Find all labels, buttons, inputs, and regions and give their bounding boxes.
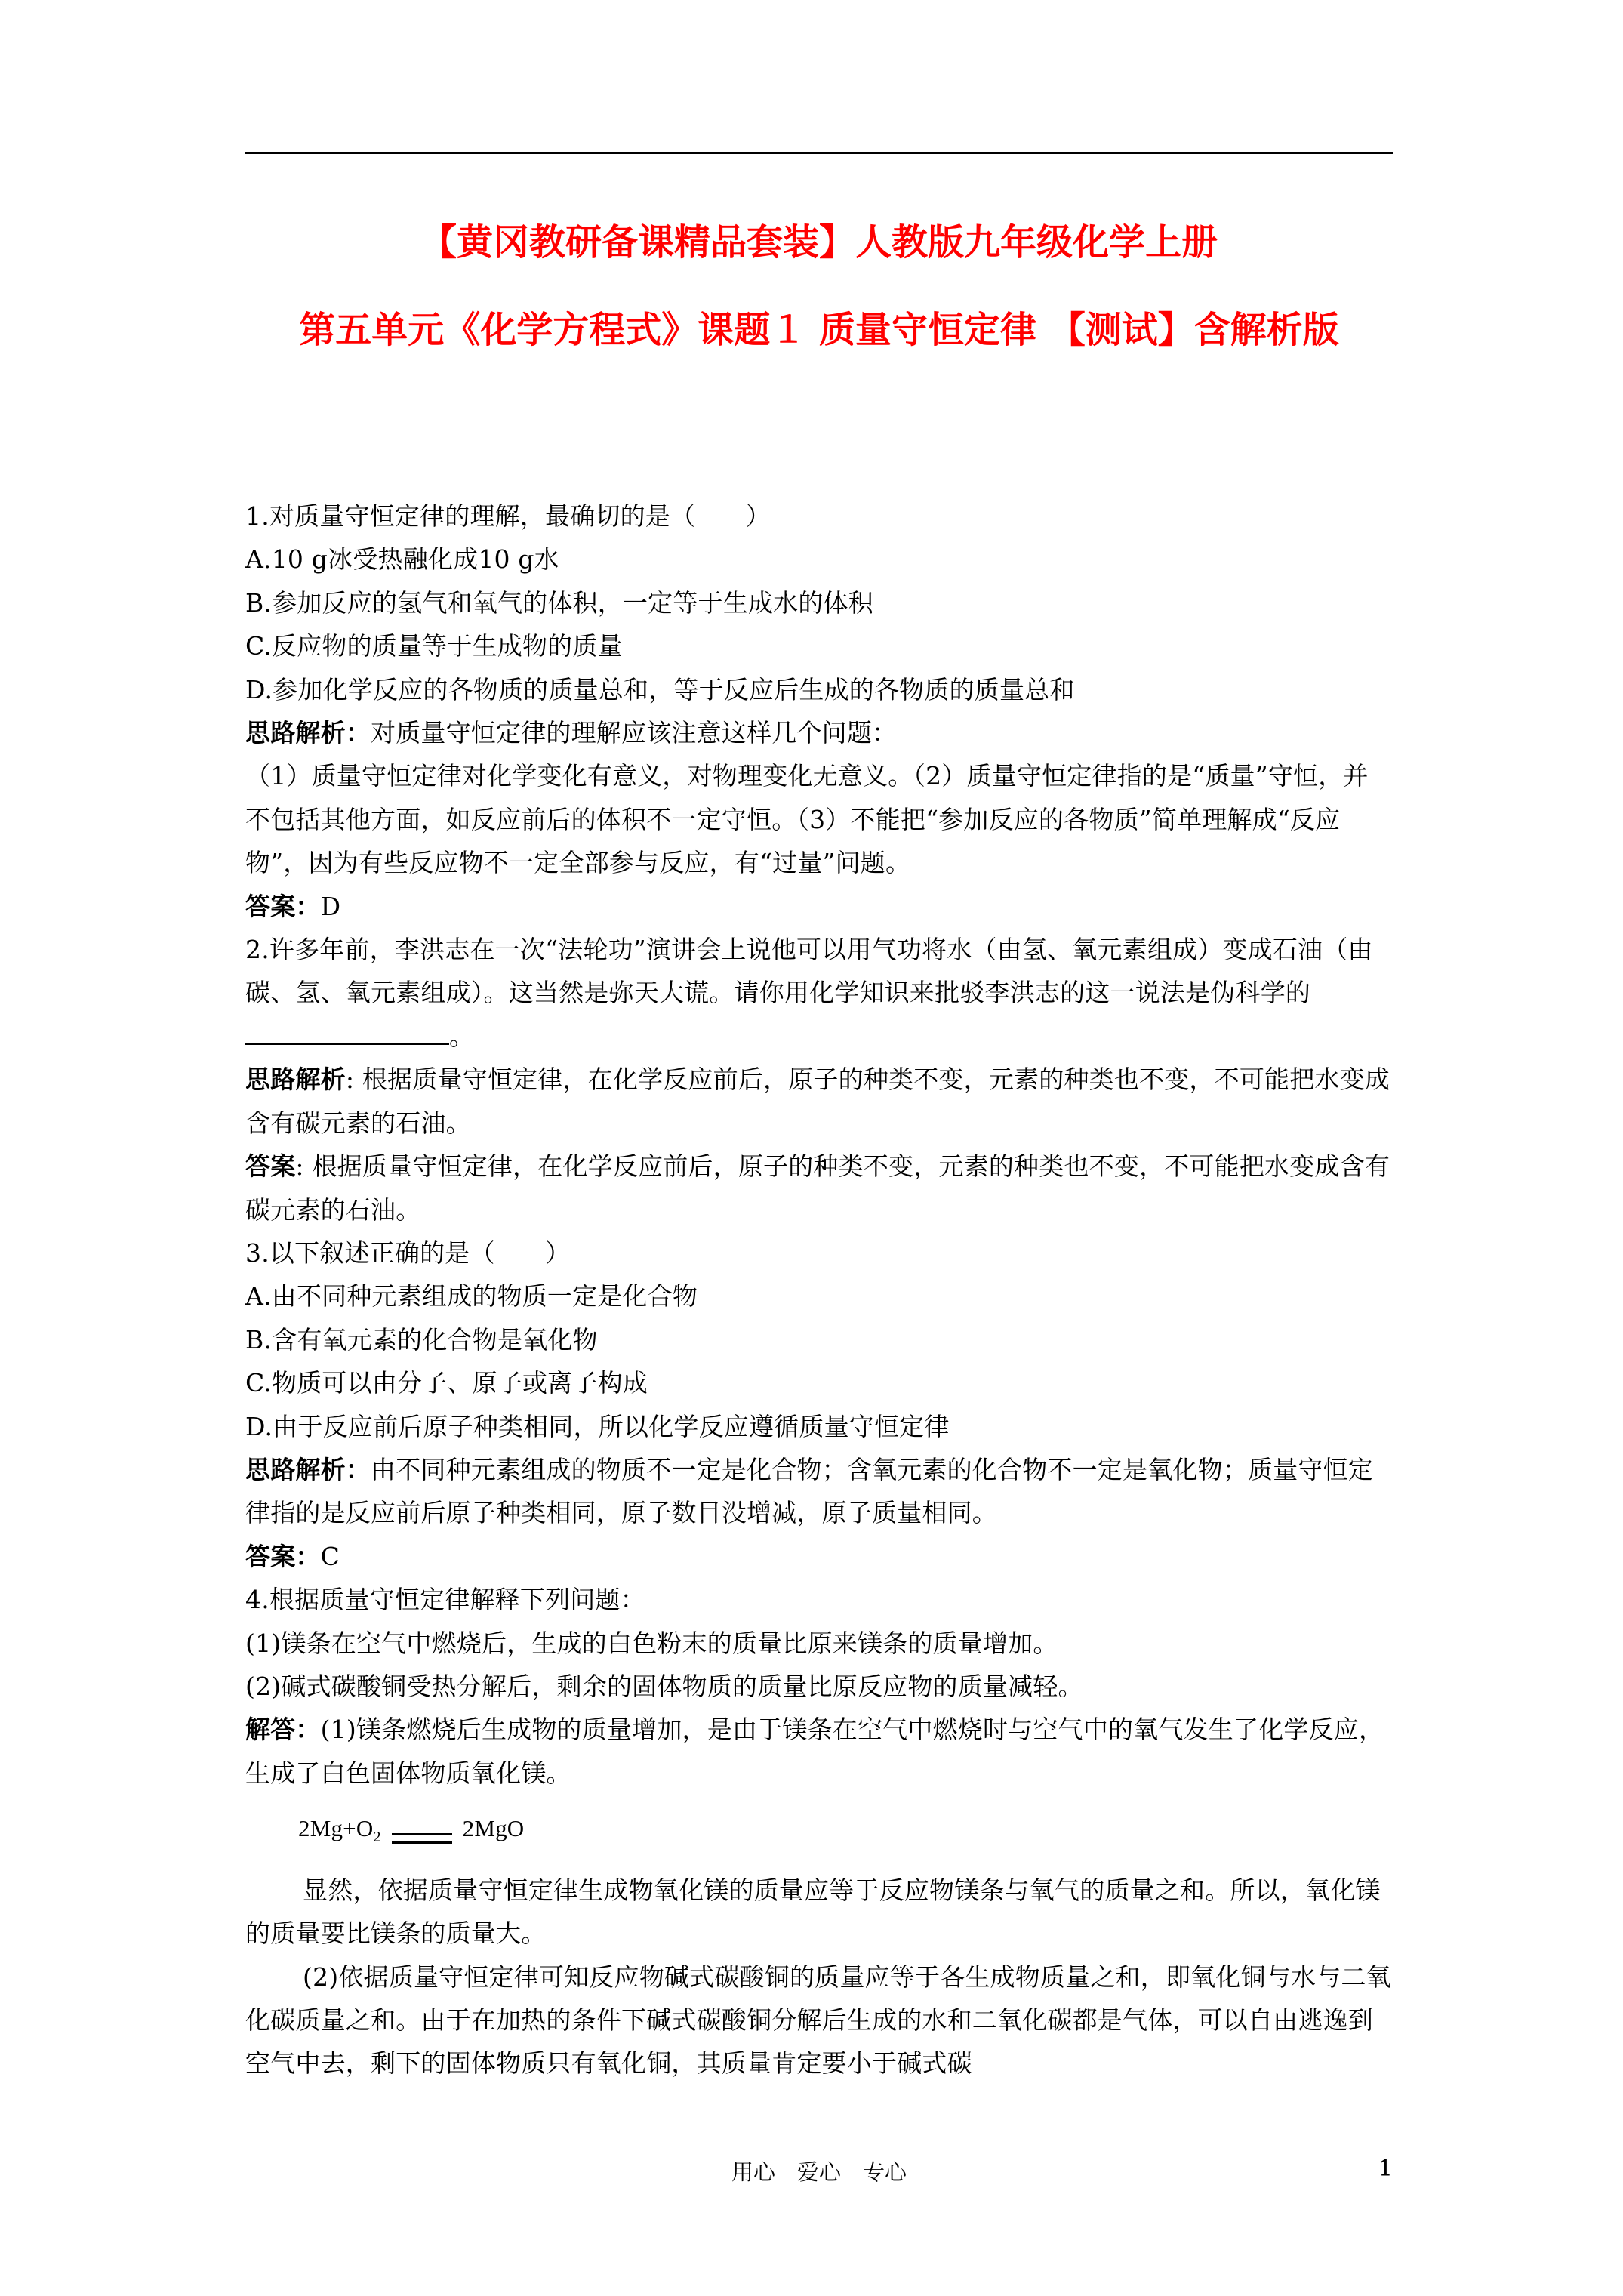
q2-stem-text: 2.许多年前，李洪志在一次“法轮功”演讲会上说他可以用气功将水（由氢、氧元素组成）变成石油（由碳、氢、氧元素组成）。这当然是弥天大谎。请你用化学知识来批驳李洪志的这一说法是伪科学的 [245,935,1373,1008]
q4-stem: 4.根据质量守恒定律解释下列问题： [245,1585,645,1615]
header-rule [245,152,1393,154]
q1-stem: 1.对质量守恒定律的理解，最确切的是（ ） [245,501,771,531]
q1-answer-value: D [320,891,341,921]
q4-item-2: (2)碱式碳酸铜受热分解后，剩余的固体物质的质量比原反应物的质量减轻。 [245,1671,1083,1701]
footer-motto: 用心 爱心 专心 [731,2159,907,2185]
q3-analysis [245,1448,1393,1535]
page-number: 1 [1378,2156,1393,2182]
document-body [245,495,1393,2085]
q3-stem: 3.以下叙述正确的是（ ） [245,1237,571,1268]
q2-analysis-text: : 根据质量守恒定律，在化学反应前后，原子的种类不变，元素的种类也不变，不可能把水变成含有碳元素的石油。 [245,1065,1390,1138]
q2-answer-text: : 根据质量守恒定律，在化学反应前后，原子的种类不变，元素的种类也不变，不可能把水变成含有碳元素的石油。 [245,1151,1390,1225]
analysis-label: 思路解析 [245,1065,346,1095]
q1-answer [245,885,1393,928]
q2-analysis [245,1058,1393,1145]
chemical-equation [245,1795,1393,1869]
q4-paragraph-1: 显然，依据质量守恒定律生成物氧化镁的质量应等于反应物镁条与氧气的质量之和。所以，氧化镁的质量要比镁条的质量大。 [245,1875,1381,1949]
q4-solution [245,1708,1393,1795]
q2-answer-blank [245,1021,449,1045]
analysis-label: 思路解析： [245,1454,371,1484]
answer-label: 答案 [245,1151,296,1182]
document-title-line2: 第五单元《化学方程式》课题１ 质量守恒定律 【测试】含解析版 [299,309,1339,351]
equals-sign [392,1833,452,1844]
q1-analysis-text: 对质量守恒定律的理解应该注意这样几个问题： [371,718,898,748]
q3-answer-value: C [320,1541,340,1571]
q1-option-b: B.参加反应的氢气和氧气的体积，一定等于生成水的体积 [245,587,873,618]
q3-option-d: D.由于反应前后原子种类相同，所以化学反应遵循质量守恒定律 [245,1411,950,1441]
q4-item-1: (1)镁条在空气中燃烧后，生成的白色粉末的质量比原来镁条的质量增加。 [245,1628,1058,1658]
q3-option-a: A.由不同种元素组成的物质一定是化合物 [245,1281,698,1311]
q3-option-c: C.物质可以由分子、原子或离子构成 [245,1368,648,1398]
q3-option-b: B.含有氧元素的化合物是氧化物 [245,1324,598,1354]
q1-option-a: A.10 g冰受热融化成10 g水 [245,544,559,575]
answer-label: 答案： [245,891,321,921]
q3-analysis-text: 由不同种元素组成的物质不一定是化合物；含氧元素的化合物不一定是氧化物；质量守恒定律指的是反应前后原子种类相同，原子数目没增减，原子质量相同。 [245,1454,1373,1528]
q1-option-c: C.反应物的质量等于生成物的质量 [245,631,623,661]
q4-solution-text: (1)镁条燃烧后生成物的质量增加，是由于镁条在空气中燃烧时与空气中的氧气发生了化学反应，生成了白色固体物质氧化镁。 [245,1715,1384,1788]
document-title-line1: 【黄冈教研备课精品套装】人教版九年级化学上册 [420,221,1218,264]
q1-analysis-detail: （1）质量守恒定律对化学变化有意义，对物理变化无意义。（2）质量守恒定律指的是“质量”守恒，并不包括其他方面，如反应前后的体积不一定守恒。（3）不能把“参加反应的各物质”简单理解成“反应物”，因为有些反应物不一定全部参与反应，有“过量”问题。 [245,761,1369,878]
q2-stem-end: 。 [449,1021,475,1051]
q4-paragraph-2: (2)依据质量守恒定律可知反应物碱式碳酸铜的质量应等于各生成物质量之和，即氧化铜与水与二氧化碳质量之和。由于在加热的条件下碱式碳酸铜分解后生成的水和二氧化碳都是气体，可以自由逃逸到空气中去，剩下的固体物质只有氧化铜，其质量肯定要小于碱式碳 [245,1962,1391,2079]
q1-option-d: D.参加化学反应的各物质的质量总和，等于反应后生成的各物质的质量总和 [245,674,1075,704]
q2-answer [245,1145,1393,1231]
q3-answer [245,1535,1393,1578]
equation-right: 2MgO [462,1815,525,1842]
q1-analysis [245,711,1393,754]
answer-label: 答案： [245,1541,321,1571]
analysis-label: 思路解析： [245,718,371,748]
equation-left: 2Mg+O [298,1815,374,1842]
equation-left-subscript: 2 [373,1829,381,1846]
solution-label: 解答： [245,1715,321,1745]
q2-stem [245,928,1393,1058]
